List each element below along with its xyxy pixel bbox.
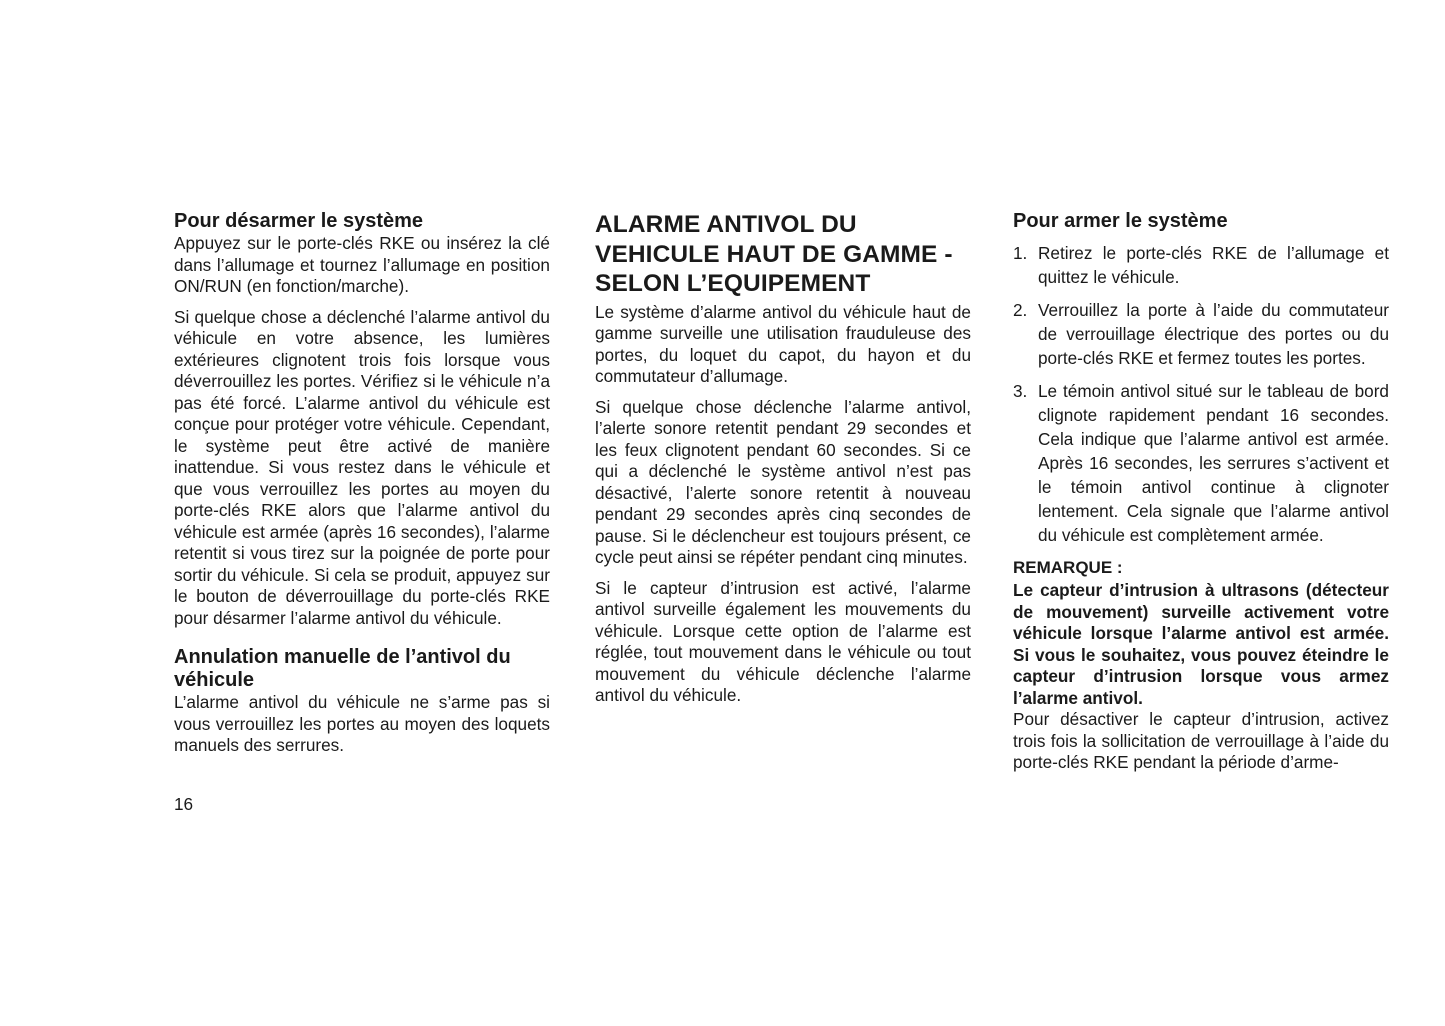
step-text: Le témoin antivol situé sur le tableau de bord clignote rapidement pendant 16 secondes. Cela indique que l’alarme antivol est armée. Après 16 secondes, les serrures s’activent et le témoin antivol continue à clignoter lentement. Cela signale que l’alarme antivol du véhicule est complètement armée. [1038,381,1389,545]
deactivate-sensor-paragraph: Pour désactiver le capteur d’intrusion, activez trois fois la sollicitation de verrouillage à l’aide du porte-clés RKE pendant la période d’arme- [1013,709,1389,772]
step-number: 1. [1013,243,1028,263]
list-item [1013,241,1389,289]
step-number: 3. [1013,381,1028,401]
section-title: ALARME ANTIVOL DU VEHICULE HAUT DE GAMME - SELON L’EQUIPEMENT [595,211,953,297]
arm-heading: Pour armer le système [1013,210,1228,232]
list-item [1013,298,1389,370]
right-column [1013,210,1389,774]
disarm-paragraph: Appuyez sur le porte-clés RKE ou insérez la clé dans l’allumage et tournez l’allumage en position ON/RUN (en fonction/marche). [174,233,550,296]
left-column [174,210,550,766]
step-text: Retirez le porte-clés RKE de l’allumage et quittez le véhicule. [1038,243,1389,287]
step-text: Verrouillez la porte à l’aide du commutateur de verrouillage électrique des portes ou du porte-clés RKE et fermez toutes les portes. [1038,300,1389,368]
middle-column [595,210,971,716]
disarm-heading: Pour désarmer le système [174,210,424,232]
manual-override-heading: Annulation manuelle de l’antivol du véhicule [174,646,511,691]
intro-paragraph: Le système d’alarme antivol du véhicule haut de gamme surveille une utilisation frauduleuse des portes, du loquet du capot, du hayon et du commutateur d’allumage. [595,301,971,386]
step-number: 2. [1013,300,1028,320]
intrusion-sensor-paragraph: Si le capteur d’intrusion est activé, l’alarme antivol surveille également les mouvements du véhicule. Lorsque cette option de l’alarme est réglée, tout mouvement dans le véhicule ou tout mouvement du véhicule déclenche l’alarme antivol du véhicule. [595,577,971,705]
triggered-alarm-paragraph: Si quelque chose a déclenché l’alarme antivol du véhicule en votre absence, les lumières extérieures clignotent trois fois lorsque vous déverrouillez les portes. Vérifiez si le véhicule n’a pas été forcé. L’alarme antivol du véhicule est conçue pour protéger votre véhicule. Cependant, le système peut être activé de manière inattendue. Si vous restez dans le véhicule et que vous verrouillez les portes au moyen du porte-clés RKE alors que l’alarme antivol du véhicule est armée (après 16 secondes), l’alarme retentit si vous tirez sur la poignée de porte pour sortir du véhicule. Si cela se produit, appuyez sur le bouton de déverrouillage du porte-clés RKE pour désarmer l’alarme antivol du véhicule. [174,306,550,628]
arm-steps-list [1013,241,1389,547]
alarm-cycle-paragraph: Si quelque chose déclenche l’alarme antivol, l’alerte sonore retentit pendant 29 secondes et les feux clignotent pendant 60 secondes. Si ce qui a déclenché le système antivol n’est pas désactivé, l’alerte sonore retentit à nouveau pendant 29 secondes après cinq secondes de pause. Si le déclencheur est toujours présent, ce cycle peut ainsi se répéter pendant cinq minutes. [595,396,971,567]
page-number: 16 [174,794,194,814]
list-item [1013,379,1389,547]
manual-override-paragraph: L’alarme antivol du véhicule ne s’arme pas si vous verrouillez les portes au moyen des loquets manuels des serrures. [174,692,550,755]
note-body: Le capteur d’intrusion à ultrasons (détecteur de mouvement) surveille activement votre véhicule lorsque l’alarme antivol est armée. Si vous le souhaitez, vous pouvez éteindre le capteur d’intrusion lorsque vous armez l’alarme antivol. [1013,580,1389,708]
note-label: REMARQUE : [1013,558,1123,577]
